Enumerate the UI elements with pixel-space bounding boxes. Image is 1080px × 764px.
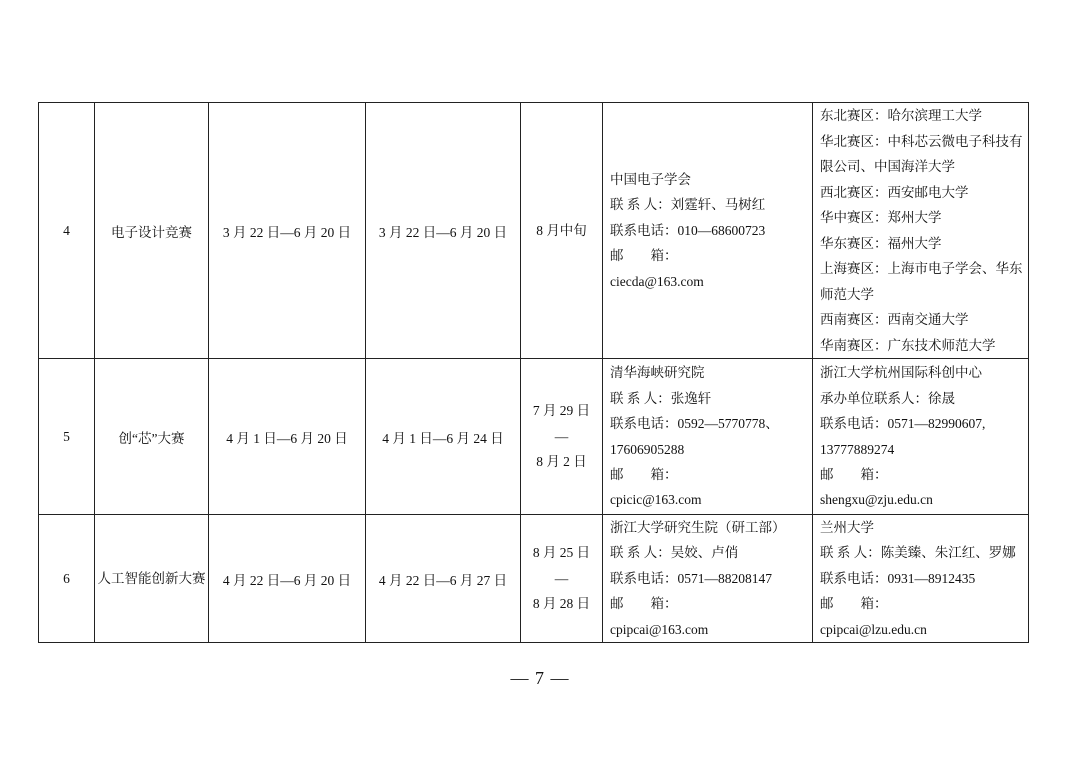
final-date-line: 8 月 2 日 — [536, 454, 587, 470]
organizer-line: 邮 箱： — [610, 466, 678, 482]
period-a: 3 月 22 日—6 月 20 日 — [209, 103, 366, 359]
organizer-line: 联 系 人：吴姣、卢俏 — [610, 545, 739, 561]
period-a: 4 月 1 日—6 月 20 日 — [209, 359, 366, 515]
organizer-line: 联 系 人：刘霆轩、马树红 — [610, 197, 766, 213]
organizer-line: 邮 箱： — [610, 596, 678, 612]
organizer-line: 浙江大学研究生院（研工部） — [610, 520, 786, 535]
organizer-line: 联系电话：0592—5770778、 — [610, 416, 779, 432]
region-contact — [813, 103, 1029, 359]
organizer-line: 17606905288 — [610, 441, 685, 457]
region-line: 限公司、中国海洋大学 — [820, 159, 955, 174]
final-date-line: — — [554, 570, 569, 586]
table-row — [39, 359, 1029, 515]
row-number: 5 — [39, 359, 95, 515]
competition-name: 创“芯”大赛 — [95, 359, 209, 515]
region-line: 邮 箱： — [820, 596, 888, 612]
organizer-line: 联系电话：0571—88208147 — [610, 570, 772, 586]
region-contact — [813, 515, 1029, 643]
region-line: 浙江大学杭州国际科创中心 — [820, 365, 982, 381]
organizer-contact — [603, 359, 813, 515]
period-a: 4 月 22 日—6 月 20 日 — [209, 515, 366, 643]
region-line: 西南赛区：西南交通大学 — [820, 312, 969, 327]
organizer-line: 联 系 人：张逸轩 — [610, 390, 712, 406]
region-line: 13777889274 — [820, 441, 895, 457]
final-date-line: 8 月 25 日 — [532, 545, 591, 561]
organizer-line: 联系电话：010—68600723 — [610, 222, 766, 238]
region-contact — [813, 359, 1029, 515]
organizer-line: ciecda@163.com — [610, 273, 704, 289]
region-line: shengxu@zju.edu.cn — [820, 492, 933, 508]
region-line: cpipcai@lzu.edu.cn — [820, 621, 927, 637]
organizer-line: 邮 箱： — [610, 248, 678, 264]
region-line: 东北赛区：哈尔滨理工大学 — [820, 108, 982, 123]
competition-name: 人工智能创新大赛 — [95, 515, 209, 643]
page-number: — 7 — — [510, 668, 570, 688]
region-line: 华北赛区：中科芯云微电子科技有 — [820, 133, 1023, 149]
region-line: 华南赛区：广东技术师范大学 — [820, 337, 996, 353]
organizer-line: cpipcai@163.com — [610, 621, 709, 637]
period-b: 4 月 22 日—6 月 27 日 — [366, 515, 521, 643]
final-date-line: 8 月 28 日 — [532, 596, 591, 612]
table-row — [39, 103, 1029, 359]
row-number: 6 — [39, 515, 95, 643]
region-line: 联系电话：0571—82990607, — [820, 416, 986, 432]
final-date-line: 7 月 29 日 — [532, 403, 591, 419]
region-line: 联系电话：0931—8912435 — [820, 570, 976, 586]
table-row — [39, 515, 1029, 643]
region-line: 邮 箱： — [820, 466, 888, 482]
organizer-line: 中国电子学会 — [610, 171, 691, 187]
region-line: 联 系 人：陈美臻、朱江红、罗娜 — [820, 545, 1016, 561]
region-line: 华中赛区：郑州大学 — [820, 210, 942, 225]
organizer-line: 清华海峡研究院 — [610, 365, 705, 381]
organizer-line: cpicic@163.com — [610, 492, 702, 508]
period-b: 4 月 1 日—6 月 24 日 — [366, 359, 521, 515]
region-line: 西北赛区：西安邮电大学 — [820, 184, 969, 200]
region-line: 上海赛区：上海市电子学会、华东 — [820, 261, 1023, 276]
final-date — [521, 515, 603, 643]
competition-table — [38, 102, 1029, 643]
final-date-line: 8 月中旬 — [536, 222, 587, 238]
final-date — [521, 359, 603, 515]
competition-name: 电子设计竞赛 — [95, 103, 209, 359]
organizer-contact — [603, 515, 813, 643]
period-b: 3 月 22 日—6 月 20 日 — [366, 103, 521, 359]
region-line: 兰州大学 — [820, 520, 874, 535]
region-line: 师范大学 — [820, 286, 874, 302]
final-date — [521, 103, 603, 359]
region-line: 华东赛区：福州大学 — [820, 235, 942, 251]
region-line: 承办单位联系人：徐晟 — [820, 390, 955, 406]
organizer-contact — [603, 103, 813, 359]
final-date-line: — — [554, 428, 569, 444]
row-number: 4 — [39, 103, 95, 359]
